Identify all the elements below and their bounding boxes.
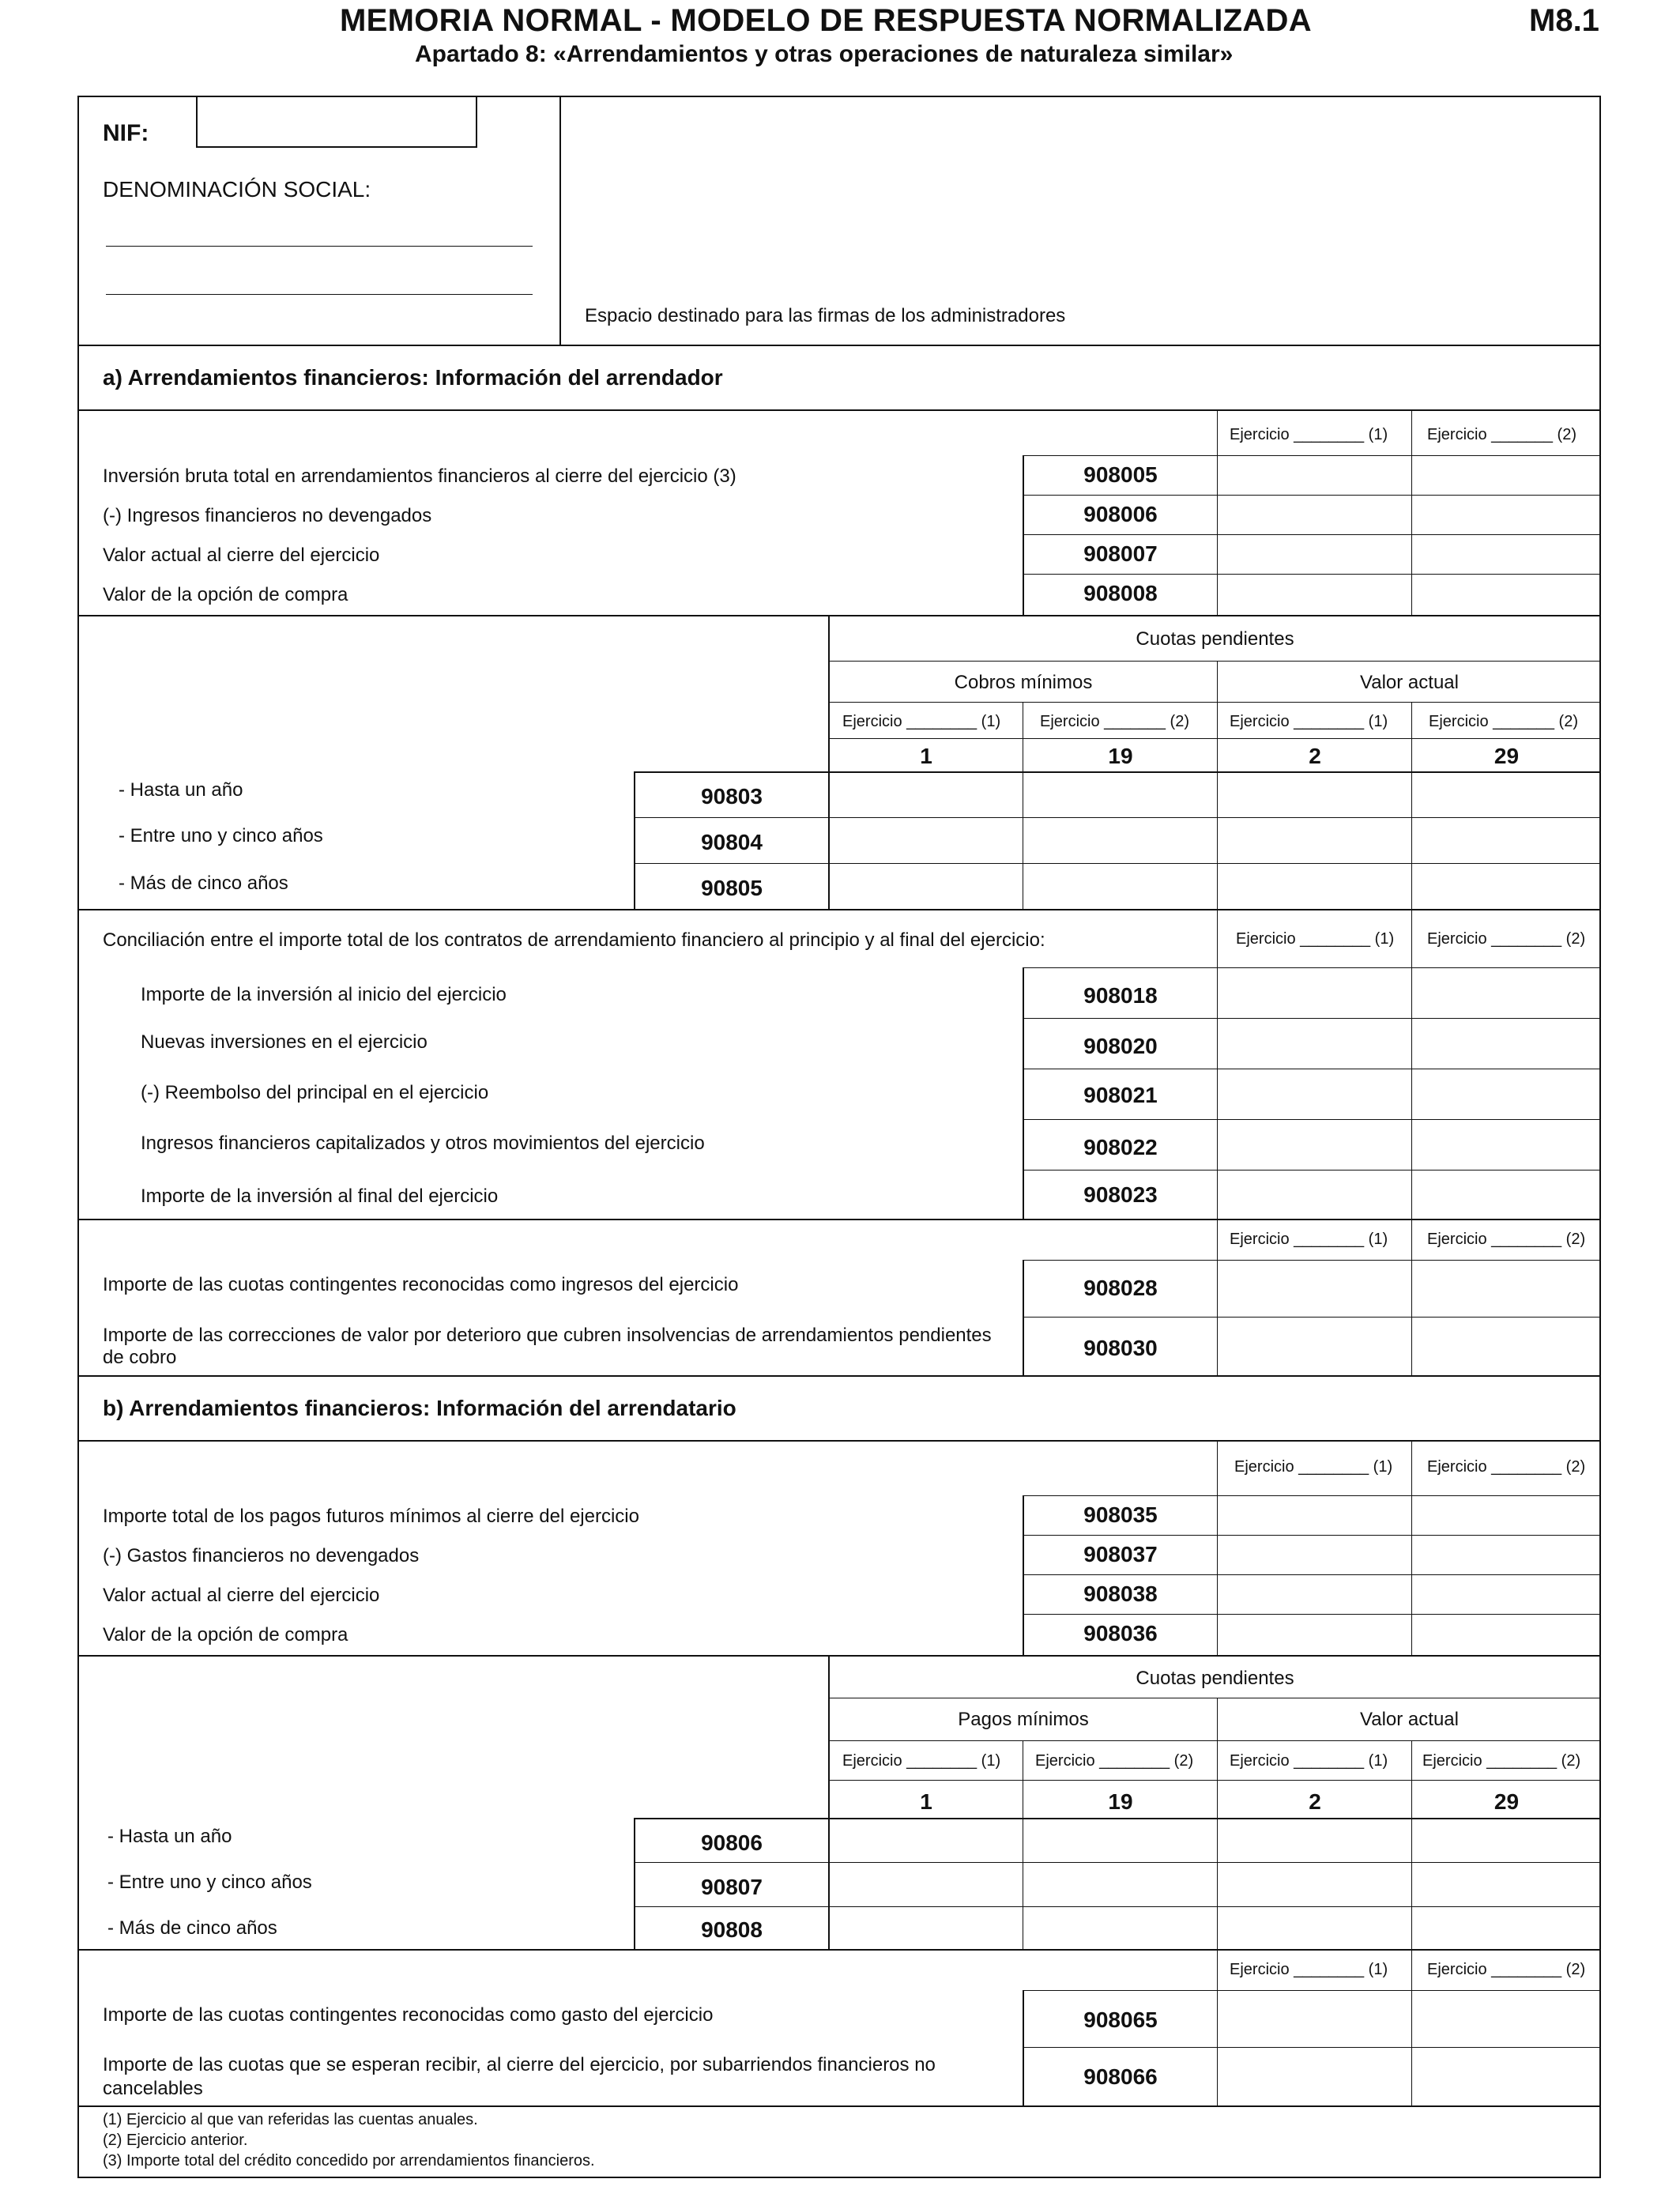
id-divider bbox=[559, 96, 561, 345]
b-row-label: Importe total de los pagos futuros mínimos al cierre del ejercicio bbox=[103, 1506, 639, 1527]
b-cuotas-ej: Ejercicio ________ (2) bbox=[1035, 1752, 1194, 1770]
b-extra-code: 908066 bbox=[1083, 2064, 1158, 2089]
a-cuotas-ej: Ejercicio _______ (2) bbox=[1429, 713, 1578, 730]
id-block-bottom bbox=[77, 345, 1601, 346]
b-ej: Ejercicio ________ (2) bbox=[1427, 1458, 1586, 1476]
a-extra-label: Importe de las cuotas contingentes reconocidas como ingresos del ejercicio bbox=[103, 1274, 739, 1295]
b-cuotas-ej: Ejercicio ________ (1) bbox=[1230, 1752, 1388, 1770]
firmas-label: Espacio destinado para las firmas de los administradores bbox=[585, 305, 1066, 326]
b-row-code: 908035 bbox=[1083, 1502, 1158, 1527]
a-extra-code: 908028 bbox=[1083, 1276, 1158, 1300]
b-cuotas-header: Cuotas pendientes bbox=[1136, 1668, 1294, 1689]
conciliacion-title: Conciliación entre el importe total de los contratos de arrendamiento financiero al principio y al final del ejercicio: bbox=[103, 929, 1045, 951]
a-cuotas-ej: Ejercicio ________ (1) bbox=[842, 713, 1001, 730]
section-a-title-bottom bbox=[77, 409, 1601, 411]
a-col-number: 29 bbox=[1494, 744, 1520, 768]
denominacion-label: DENOMINACIÓN SOCIAL: bbox=[103, 177, 371, 202]
a-cuota-label: - Más de cinco años bbox=[119, 873, 288, 894]
a-row-label: Inversión bruta total en arrendamientos financieros al cierre del ejercicio (3) bbox=[103, 466, 736, 487]
b-col-number: 2 bbox=[1309, 1789, 1321, 1814]
a-row-label: (-) Ingresos financieros no devengados bbox=[103, 505, 432, 526]
section-b-title: b) Arrendamientos financieros: Información del arrendatario bbox=[103, 1396, 736, 1420]
a-group2: Valor actual bbox=[1360, 672, 1459, 693]
a-col-number: 1 bbox=[920, 744, 932, 768]
b-cuota-code: 90806 bbox=[701, 1830, 763, 1855]
conc-label: Ingresos financieros capitalizados y otros movimientos del ejercicio bbox=[141, 1133, 705, 1154]
b-col-number: 19 bbox=[1108, 1789, 1133, 1814]
conc-code: 908021 bbox=[1083, 1083, 1158, 1107]
b-cuotas-ej: Ejercicio ________ (1) bbox=[842, 1752, 1001, 1770]
conc-ej: Ejercicio ________ (2) bbox=[1427, 930, 1586, 948]
b-extra-label: Importe de las cuotas contingentes reconocidas como gasto del ejercicio bbox=[103, 2004, 714, 2026]
conc-label: Nuevas inversiones en el ejercicio bbox=[141, 1031, 428, 1053]
form-code: M8.1 bbox=[1529, 3, 1599, 38]
a-extra-ej: Ejercicio ________ (1) bbox=[1230, 1231, 1388, 1248]
b-row-code: 908037 bbox=[1083, 1542, 1158, 1566]
a-cuota-code: 90804 bbox=[701, 830, 763, 854]
frame-left bbox=[77, 96, 79, 2177]
a-cuota-label: - Hasta un año bbox=[119, 779, 243, 801]
a-extra-code: 908030 bbox=[1083, 1336, 1158, 1360]
b-group2: Valor actual bbox=[1360, 1709, 1459, 1730]
conc-label: Importe de la inversión al final del ejercicio bbox=[141, 1186, 499, 1207]
a-cuota-code: 90805 bbox=[701, 876, 763, 900]
b-row-label: (-) Gastos financieros no devengados bbox=[103, 1545, 420, 1566]
denominacion-line-1[interactable] bbox=[106, 246, 533, 247]
a-ej2-header: Ejercicio _______ (2) bbox=[1427, 426, 1576, 443]
a-row-code: 908008 bbox=[1083, 581, 1158, 605]
frame-bottom bbox=[77, 2177, 1601, 2178]
form-subtitle: Apartado 8: «Arrendamientos y otras operaciones de naturaleza similar» bbox=[415, 41, 1234, 67]
a-row-label: Valor actual al cierre del ejercicio bbox=[103, 545, 380, 566]
b-col-number: 29 bbox=[1494, 1789, 1520, 1814]
footnote: (3) Importe total del crédito concedido por arrendamientos financieros. bbox=[103, 2152, 595, 2169]
a-row-code: 908007 bbox=[1083, 541, 1158, 566]
conc-label: (-) Reembolso del principal en el ejercicio bbox=[141, 1082, 489, 1103]
a-col-number: 2 bbox=[1309, 744, 1321, 768]
a-row-label: Valor de la opción de compra bbox=[103, 584, 348, 605]
conc-code: 908020 bbox=[1083, 1034, 1158, 1058]
a-group1: Cobros mínimos bbox=[954, 672, 1093, 693]
a-cuotas-ej: Ejercicio _______ (2) bbox=[1040, 713, 1189, 730]
conc-label: Importe de la inversión al inicio del ejercicio bbox=[141, 984, 507, 1005]
b-extra-code: 908065 bbox=[1083, 2007, 1158, 2032]
conc-ej: Ejercicio ________ (1) bbox=[1236, 930, 1395, 948]
a-col-number: 19 bbox=[1108, 744, 1133, 768]
a-value-cell[interactable] bbox=[1413, 457, 1599, 494]
a-cuotas-header: Cuotas pendientes bbox=[1136, 628, 1294, 650]
a-cuota-label: - Entre uno y cinco años bbox=[119, 825, 323, 846]
b-extra-ej: Ejercicio ________ (2) bbox=[1427, 1961, 1586, 1978]
frame-right bbox=[1599, 96, 1601, 2177]
b-cuotas-ej: Ejercicio ________ (2) bbox=[1422, 1752, 1581, 1770]
denominacion-line-2[interactable] bbox=[106, 294, 533, 295]
b-cuota-code: 90808 bbox=[701, 1917, 763, 1942]
a-row-code: 908006 bbox=[1083, 502, 1158, 526]
conc-code: 908022 bbox=[1083, 1135, 1158, 1159]
conc-code: 908023 bbox=[1083, 1182, 1158, 1207]
a-ej1-header: Ejercicio ________ (1) bbox=[1230, 426, 1388, 443]
b-cuota-code: 90807 bbox=[701, 1875, 763, 1899]
b-row-label: Valor de la opción de compra bbox=[103, 1624, 348, 1646]
b-extra-ej: Ejercicio ________ (1) bbox=[1230, 1961, 1388, 1978]
b-row-label: Valor actual al cierre del ejercicio bbox=[103, 1585, 380, 1606]
footnote: (1) Ejercicio al que van referidas las cuentas anuales. bbox=[103, 2111, 478, 2128]
form-title: MEMORIA NORMAL - MODELO DE RESPUESTA NORMALIZADA bbox=[340, 3, 1312, 38]
a-cuota-code: 90803 bbox=[701, 784, 763, 809]
b-cuota-label: - Más de cinco años bbox=[107, 1917, 277, 1939]
section-a-title: a) Arrendamientos financieros: Información del arrendador bbox=[103, 365, 723, 390]
b-cuota-label: - Hasta un año bbox=[107, 1826, 232, 1847]
a-cuotas-ej: Ejercicio ________ (1) bbox=[1230, 713, 1388, 730]
b-extra-label: Importe de las cuotas que se esperan recibir, al cierre del ejercicio, por subarriendos financieros no cancelables bbox=[103, 2054, 936, 2099]
b-col-number: 1 bbox=[920, 1789, 932, 1814]
a-row-code: 908005 bbox=[1083, 462, 1158, 487]
b-ej: Ejercicio ________ (1) bbox=[1234, 1458, 1393, 1476]
footnote: (2) Ejercicio anterior. bbox=[103, 2132, 248, 2149]
a-extra-ej: Ejercicio ________ (2) bbox=[1427, 1231, 1586, 1248]
a-extra-label: Importe de las correcciones de valor por deterioro que cubren insolvencias de arrendamientos pendientes de cobro bbox=[103, 1325, 992, 1368]
b-row-code: 908036 bbox=[1083, 1621, 1158, 1646]
conc-code: 908018 bbox=[1083, 983, 1158, 1008]
nif-input[interactable] bbox=[196, 96, 477, 148]
b-group1: Pagos mínimos bbox=[958, 1709, 1089, 1730]
a-value-cell[interactable] bbox=[1219, 457, 1411, 494]
b-row-code: 908038 bbox=[1083, 1581, 1158, 1606]
b-cuota-label: - Entre uno y cinco años bbox=[107, 1872, 312, 1893]
nif-label: NIF: bbox=[103, 120, 149, 146]
